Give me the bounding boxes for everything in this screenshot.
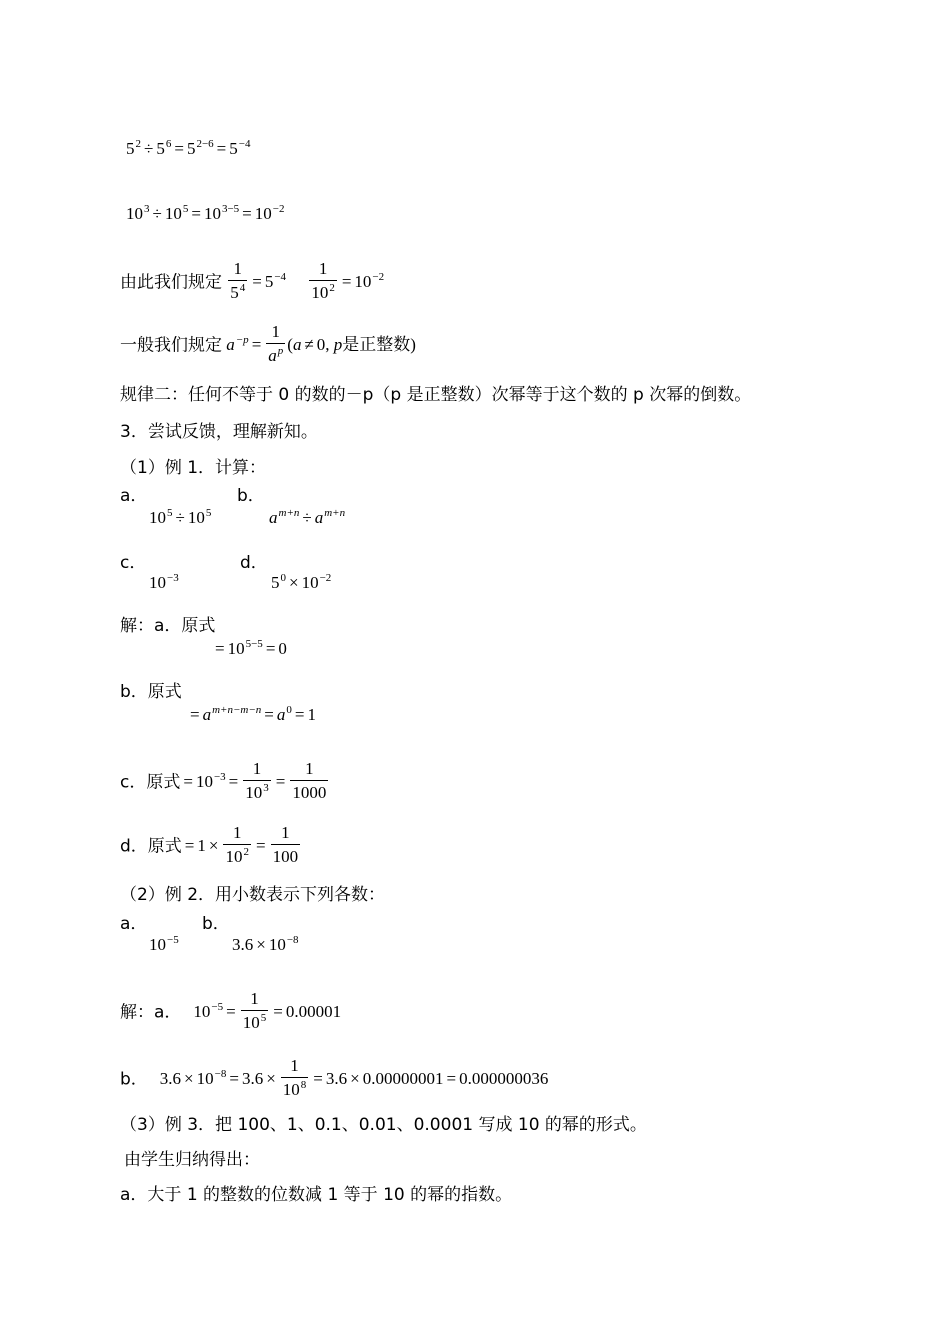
- equation-10-division: $10^3 \div 10^5 = 10^{3-5} = 10^{-2}$: [126, 203, 285, 223]
- general-definition-condition: 是正整数: [342, 335, 411, 356]
- item-a-label: a．: [120, 486, 148, 506]
- conclusion-a: a．大于 1 的整数的位数减 1 等于 10 的幂的指数。: [120, 1185, 513, 1205]
- example-1a-expression: $10^5 \div 10^5$: [149, 507, 212, 527]
- rule-definition: 由此我们规定 $\frac{1}{5^4}$ = $5^{-4}$ $\frac{1}{10^2}$ = $10^{-2}$: [120, 259, 385, 302]
- item-d-label: d．: [240, 553, 268, 573]
- solution-d: d．原式 = 1 × $\frac{1}{10^2}$ = $\frac{1}{100}$: [120, 823, 299, 866]
- solution-c-label: c．原式: [120, 772, 181, 793]
- solution-c: c．原式 = $10^{-3}$ = $\frac{1}{10^3}$ = $\frac{1}{1000}$: [120, 759, 327, 802]
- solution-a-result: = $10^{5-5} = 0$: [215, 638, 287, 658]
- example-2-item-a-label: a．: [120, 914, 148, 934]
- example-1c-expression: $10^{-3}$: [149, 572, 179, 592]
- solution-a-label: 解：a．原式: [120, 616, 216, 636]
- solution-d-label: d．原式: [120, 836, 182, 857]
- example-1d-expression: $5^0 \times 10^{-2}$: [271, 572, 332, 592]
- example-2-title: （2）例 2．用小数表示下列各数：: [120, 885, 386, 905]
- equation-5-division: $5^2 \div 5^6 = 5^{2-6} = 5^{-4}$: [126, 138, 251, 158]
- solution-b-label: b．原式: [120, 682, 182, 702]
- example-3-title: （3）例 3．把 100、1、0.1、0.01、0.0001 写成 10 的幂的形式。: [120, 1115, 647, 1135]
- step-3-heading: 3．尝试反馈，理解新知。: [120, 422, 318, 442]
- example-2b-expression: $3.6 \times 10^{-8}$: [232, 934, 299, 954]
- example-1b-expression: $a^{m+n} \div a^{m+n}$: [269, 507, 346, 527]
- example-2a-expression: $10^{-5}$: [149, 934, 179, 954]
- solution-b-result: = $a^{m+n-m-n} = a^0 = 1$: [190, 704, 316, 724]
- solution-2a: 解：a． $10^{-5}$ = $\frac{1}{10^5}$ = 0.00001: [120, 989, 342, 1032]
- students-summary: 由学生归纳得出：: [124, 1150, 260, 1170]
- example-2-item-b-label: b．: [202, 914, 230, 934]
- general-definition-prefix: 一般我们规定: [120, 335, 222, 356]
- item-c-label: c．: [120, 553, 147, 573]
- solution-2b-label: b．: [120, 1069, 148, 1090]
- rule-two: 规律二：任何不等于 0 的数的－p（p 是正整数）次幂等于这个数的 p 次幂的倒数。: [120, 385, 752, 405]
- example-1-title: （1）例 1．计算：: [120, 458, 267, 478]
- rule-definition-prefix: 由此我们规定: [120, 272, 222, 293]
- solution-2b: b． $3.6 \times 10^{-8} = 3.6$ × $\frac{1}{10^8}$ = 3.6 × 0.00000001 = 0.000000036: [120, 1056, 549, 1099]
- item-b-label: b．: [237, 486, 265, 506]
- solution-2a-label: 解：a．: [120, 1002, 182, 1023]
- general-definition: 一般我们规定 $a^{-p}$ = $\frac{1}{a^p}$ (a ≠ 0, p是正整数): [120, 322, 416, 365]
